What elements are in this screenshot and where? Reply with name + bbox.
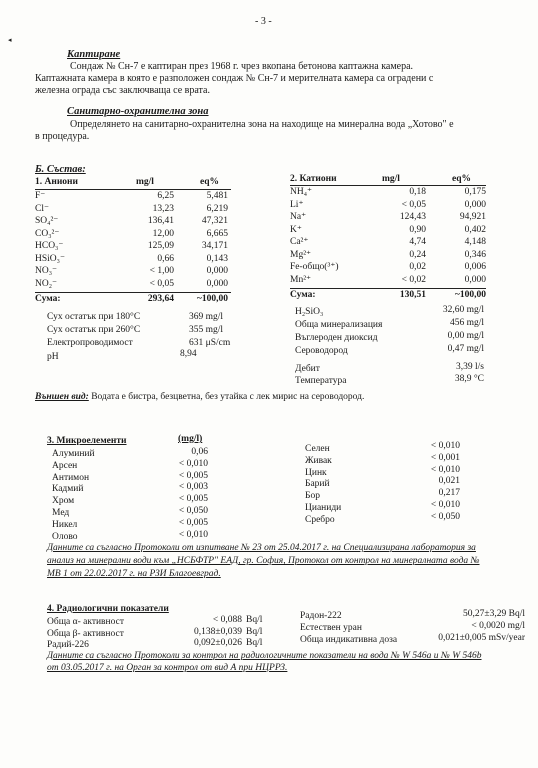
radiology-name: Естествен уран bbox=[300, 623, 362, 633]
anion-mg-value: 6,25 bbox=[157, 191, 174, 201]
prop-flow-label: Дебит bbox=[295, 364, 320, 374]
anion-mg-value: 12,00 bbox=[152, 228, 174, 239]
prop-temperature-label: Температура bbox=[295, 376, 347, 386]
anion-eq-value: 0,000 bbox=[206, 278, 228, 289]
cations-header-rule bbox=[290, 185, 486, 186]
micro-element-value: < 0,010 bbox=[430, 464, 460, 475]
zone-heading: Санитарно-охранителна зона bbox=[67, 106, 209, 117]
cation-name: Li⁺ bbox=[290, 199, 304, 210]
radiology-note-line-2: от 03.05.2017 г. на Орган за контрол от вид А при НЦРРЗ. bbox=[47, 663, 288, 673]
prop-h2s-value: 0,47 mg/l bbox=[447, 344, 484, 354]
kaptirane-line-3: железна ограда със заключваща се врата. bbox=[35, 85, 210, 96]
cation-eq-value: 4,148 bbox=[464, 237, 486, 247]
prop-dry-260-label: Сух остатък при 260°С bbox=[47, 325, 141, 335]
cation-mg-value: 0,18 bbox=[409, 187, 426, 197]
anions-unit-mg: mg/l bbox=[136, 177, 154, 187]
anion-eq-value: 47,321 bbox=[201, 216, 228, 226]
cation-eq-value: 94,921 bbox=[459, 212, 486, 222]
composition-heading: Б. Състав: bbox=[35, 164, 86, 175]
cations-title: 2. Катиони bbox=[290, 174, 337, 184]
kaptirane-heading: Каптиране bbox=[67, 49, 121, 60]
micro-element-name: Хром bbox=[52, 496, 75, 507]
micro-element-value: < 0,005 bbox=[178, 494, 208, 505]
appearance-text: Водата е бистра, безцветна, без утайка с лек мирис на сероводород. bbox=[91, 392, 365, 402]
radiology-name: Обща α- активност bbox=[47, 617, 124, 627]
cation-name: Ca²⁺ bbox=[290, 237, 309, 247]
cations-total-eq: ~100,00 bbox=[454, 290, 486, 300]
cations-total-rule bbox=[290, 288, 486, 289]
cation-eq-value: 0,175 bbox=[464, 187, 486, 197]
anion-eq-value: 6,219 bbox=[206, 203, 228, 214]
cation-name: K⁺ bbox=[290, 224, 302, 235]
prop-h2sio3-value: 32,60 mg/l bbox=[442, 305, 484, 315]
micro-title: 3. Микроелементи bbox=[47, 436, 127, 446]
micro-element-value: < 0,010 bbox=[430, 441, 460, 451]
margin-mark: ◂ bbox=[8, 36, 12, 44]
cations-total-mg: 130,51 bbox=[399, 290, 426, 300]
cation-name: Fe-общо(³⁺) bbox=[290, 262, 339, 272]
micro-note-line-2: анализ на минерални води към „НСБФТР" ЕАД, гр. София, Протокол от контрол на минералната вода № bbox=[47, 556, 480, 566]
prop-mineralization-value: 456 mg/l bbox=[449, 318, 484, 328]
cation-mg-value: 0,02 bbox=[409, 262, 426, 272]
anion-eq-value: 0,143 bbox=[206, 253, 228, 264]
micro-note-line-3: МВ 1 от 22.02.2017 г. на РЗИ Благоевград. bbox=[47, 569, 221, 579]
cation-mg-value: 124,43 bbox=[399, 212, 426, 222]
micro-unit: (mg/l) bbox=[178, 434, 203, 444]
cation-mg-value: < 0,02 bbox=[401, 274, 426, 285]
prop-flow-value: 3,39 l/s bbox=[456, 362, 484, 372]
kaptirane-line-1: Сондаж № Сн-7 е каптиран през 1968 г. чрез вкопана бетонова каптажна камера. bbox=[70, 61, 414, 72]
micro-element-value: < 0,050 bbox=[430, 511, 460, 522]
prop-conductivity-label: Електропроводимост bbox=[47, 338, 133, 348]
micro-element-value: < 0,005 bbox=[178, 470, 208, 481]
micro-element-value: < 0,010 bbox=[430, 500, 460, 510]
anion-mg-value: 0,66 bbox=[157, 253, 174, 264]
cation-eq-value: 0,000 bbox=[464, 199, 486, 210]
anion-eq-value: 34,171 bbox=[201, 241, 228, 251]
micro-element-value: 0,021 bbox=[438, 476, 460, 487]
prop-h2s-label: Сероводород bbox=[295, 346, 348, 356]
cation-name: Mn²⁺ bbox=[290, 274, 312, 285]
cation-mg-value: 4,74 bbox=[409, 237, 426, 247]
prop-conductivity-value: 631 μS/cm bbox=[189, 338, 231, 348]
prop-dry-180-value: 369 mg/l bbox=[189, 312, 224, 322]
cation-eq-value: 0,006 bbox=[464, 262, 486, 272]
radiology-name: Обща индикативна доза bbox=[300, 635, 398, 645]
radiology-value: 0,138±0,039 bbox=[194, 626, 242, 637]
anion-mg-value: 125,09 bbox=[147, 241, 174, 251]
anions-header-rule bbox=[35, 189, 231, 190]
anion-eq-value: 0,000 bbox=[206, 266, 228, 276]
radiology-unit: Bq/l bbox=[246, 638, 263, 648]
anion-mg-value: 136,41 bbox=[147, 216, 174, 226]
anion-eq-value: 6,665 bbox=[206, 228, 228, 239]
kaptirane-line-2: Каптажната камера в която е разположен сондаж № Сн-7 и мерителната камера са оградени с bbox=[35, 73, 434, 84]
micro-element-value: 0,06 bbox=[191, 447, 208, 457]
micro-element-name: Кадмий bbox=[52, 484, 84, 495]
radiology-note-line-1: Данните са съгласно Протоколи за контрол на радиологичните показатели на вода № W 546a и № W 546b bbox=[47, 651, 482, 661]
cation-eq-value: 0,000 bbox=[464, 274, 486, 285]
cation-mg-value: 0,90 bbox=[409, 224, 426, 235]
anion-name: NO₂⁻ bbox=[35, 278, 58, 289]
prop-mineralization-label: Обща минерализация bbox=[295, 320, 383, 330]
prop-h2sio3-label: H₂SiO₃ bbox=[295, 307, 324, 317]
cations-total-label: Сума: bbox=[290, 290, 316, 300]
micro-element-name: Алуминий bbox=[52, 449, 95, 459]
radiology-unit: Bq/l bbox=[246, 615, 263, 625]
anions-title: 1. Аниони bbox=[35, 177, 79, 187]
anion-name: HSiO₃⁻ bbox=[35, 253, 65, 264]
anions-unit-eq: eq% bbox=[200, 177, 219, 187]
cation-mg-value: 0,24 bbox=[409, 249, 426, 260]
cation-name: NH₄⁺ bbox=[290, 187, 313, 197]
radiology-value: 0,021±0,005 mSv/year bbox=[438, 633, 525, 643]
anions-total-mg: 293,64 bbox=[147, 294, 174, 304]
radiology-name: Радий-226 bbox=[47, 640, 89, 650]
micro-element-name: Цианиди bbox=[305, 503, 342, 513]
cation-name: Mg²⁺ bbox=[290, 249, 312, 260]
zone-line-2: в процедура. bbox=[35, 131, 90, 142]
anion-name: SO₄²⁻ bbox=[35, 216, 59, 226]
micro-note-line-1: Данните са съгласно Протоколи от изпитване № 23 от 25.04.2017 г. на Специализирана лаборатория за bbox=[47, 543, 476, 553]
micro-element-name: Арсен bbox=[52, 460, 78, 471]
anion-name: Cl⁻ bbox=[35, 203, 49, 214]
micro-element-name: Олово bbox=[52, 531, 78, 542]
micro-element-name: Никел bbox=[52, 519, 78, 530]
cation-mg-value: < 0,05 bbox=[401, 199, 426, 210]
micro-element-name: Цинк bbox=[305, 467, 327, 478]
anion-name: NO₃⁻ bbox=[35, 266, 58, 276]
micro-element-name: Живак bbox=[305, 455, 332, 466]
micro-element-name: Барий bbox=[305, 479, 330, 490]
prop-dry-260-value: 355 mg/l bbox=[189, 325, 224, 335]
anion-mg-value: 13,23 bbox=[152, 203, 174, 214]
anions-total-eq: ~100,00 bbox=[196, 294, 228, 304]
prop-dry-180-label: Сух остатък при 180°С bbox=[47, 312, 141, 322]
micro-element-name: Мед bbox=[52, 508, 70, 518]
micro-element-value: < 0,005 bbox=[178, 517, 208, 528]
prop-temperature-value: 38,9 °C bbox=[454, 374, 484, 384]
micro-element-value: < 0,001 bbox=[430, 452, 460, 463]
radiology-value: 50,27±3,29 Bq/l bbox=[463, 609, 525, 619]
micro-element-name: Сребро bbox=[305, 514, 335, 525]
zone-line-1: Определянето на санитарно-охранителна зона на находище на минерална вода „Хотово" е bbox=[70, 119, 454, 130]
anion-name: CO₃²⁻ bbox=[35, 228, 60, 239]
cation-eq-value: 0,402 bbox=[464, 224, 486, 235]
page-number: - 3 - bbox=[255, 16, 272, 27]
prop-co2-label: Въглероден диоксид bbox=[295, 333, 378, 343]
micro-element-value: < 0,010 bbox=[178, 529, 208, 540]
appearance-label: Външен вид: bbox=[35, 392, 89, 402]
cation-eq-value: 0,346 bbox=[464, 249, 486, 260]
appearance-row bbox=[35, 392, 364, 403]
micro-element-name: Селен bbox=[305, 444, 330, 454]
anion-name: F⁻ bbox=[35, 191, 46, 201]
micro-element-value: < 0,050 bbox=[178, 506, 208, 516]
micro-element-value: < 0,003 bbox=[178, 482, 208, 493]
anion-name: HCO₃⁻ bbox=[35, 241, 64, 251]
prop-co2-value: 0,00 mg/l bbox=[447, 331, 484, 341]
radiology-unit: Bq/l bbox=[246, 626, 263, 637]
anions-total-rule bbox=[35, 292, 231, 293]
cations-unit-mg: mg/l bbox=[382, 174, 400, 184]
radiology-title: 4. Радиологични показатели bbox=[47, 604, 169, 614]
prop-ph-value: 8,94 bbox=[180, 349, 197, 359]
prop-ph-label: pH bbox=[47, 352, 59, 362]
radiology-name: Обща β- активност bbox=[47, 628, 124, 639]
micro-element-value: 0,217 bbox=[438, 488, 460, 499]
anion-eq-value: 5,481 bbox=[206, 191, 228, 201]
radiology-value: < 0,0020 mg/l bbox=[471, 621, 525, 631]
radiology-value: 0,092±0,026 bbox=[194, 638, 242, 648]
anion-mg-value: < 1,00 bbox=[149, 266, 174, 276]
radiology-value: < 0,088 bbox=[212, 615, 242, 625]
radiology-name: Радон-222 bbox=[300, 611, 342, 621]
micro-element-name: Антимон bbox=[52, 472, 90, 483]
cation-name: Na⁺ bbox=[290, 212, 307, 222]
anion-mg-value: < 0,05 bbox=[149, 278, 174, 289]
micro-element-name: Бор bbox=[305, 491, 320, 502]
cations-unit-eq: eq% bbox=[452, 174, 471, 184]
micro-element-value: < 0,010 bbox=[178, 458, 208, 469]
anions-total-label: Сума: bbox=[35, 294, 61, 304]
